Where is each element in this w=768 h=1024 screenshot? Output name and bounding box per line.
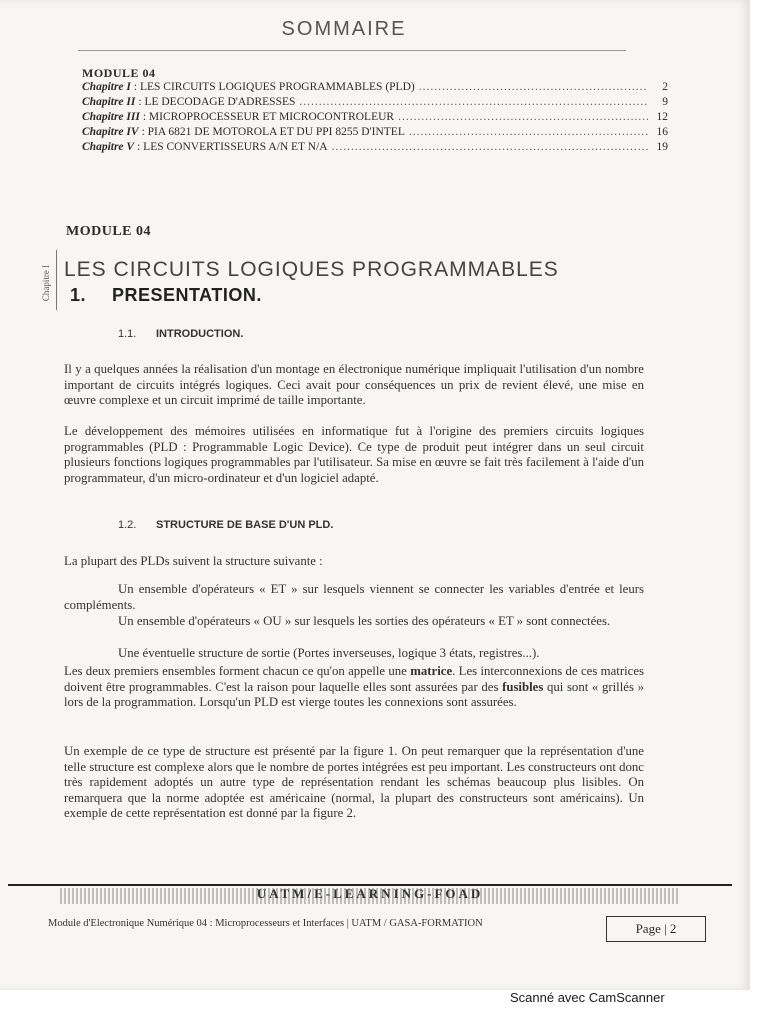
chapter-title: LES CIRCUITS LOGIQUES PROGRAMMABLES <box>64 258 559 281</box>
toc-leader <box>398 111 648 123</box>
footer-course-info: Module d'Electronique Numérique 04 : Microprocesseurs et Interfaces | UATM / GASA-FORMATION <box>48 918 483 929</box>
structure-item-and: Un ensemble d'opérateurs « ET » sur lesquels viennent se connecter les variables d'entrée et leurs compléments. <box>64 582 644 612</box>
toc-item[interactable]: Chapitre IV : PIA 6821 DE MOTOROLA ET DU PPI 8255 D'INTEL ..... 16 <box>82 126 668 141</box>
structure-item-or: Un ensemble d'opérateurs « OU » sur lesquels les sorties des opérateurs « ET » sont connectées. <box>118 614 611 628</box>
toc-divider <box>78 50 626 51</box>
toc-item[interactable]: Chapitre III : MICROPROCESSEUR ET MICROCONTROLEUR ..... 12 <box>82 111 668 126</box>
toc-item[interactable]: Chapitre I : LES CIRCUITS LOGIQUES PROGRAMMABLES (PLD) ..... 2 <box>82 81 668 96</box>
chapter-side-tab: Chapitre I <box>36 250 57 310</box>
paragraph-matrices: Les deux premiers ensembles forment chacun ce qu'on appelle une matrice. Les interconnexions de ces matrices doivent être programmables. C'est la raison pour laquelle elles sont assurées par des fusibles qui sont « grillés » lors de la programmation. Lorsqu'un PLD est vierge toutes les connexions sont assurées. <box>64 664 644 710</box>
module-heading: MODULE 04 <box>66 224 151 239</box>
footer-band-text: UATM/E-LEARNING-FOAD <box>256 886 484 901</box>
paragraph-structure-intro: La plupart des PLDs suivent la structure suivante : <box>64 554 323 568</box>
toc-leader <box>409 126 648 138</box>
structure-item-output: Une éventuelle structure de sortie (Portes inverseuses, logique 3 états, registres...). <box>118 646 540 660</box>
camscanner-watermark: Scanné avec CamScanner <box>510 990 665 1005</box>
toc-leader <box>332 141 648 153</box>
page-number: Page | 2 <box>606 916 706 942</box>
toc-item[interactable]: Chapitre V : LES CONVERTISSEURS A/N ET N/A ..... 19 <box>82 141 668 156</box>
toc-title: SOMMAIRE <box>281 18 407 40</box>
toc-leader <box>419 81 648 93</box>
subsection-heading-introduction: 1.1. INTRODUCTION. <box>118 328 244 340</box>
subsection-heading-structure: 1.2. STRUCTURE DE BASE D'UN PLD. <box>118 519 334 531</box>
toc-module: MODULE 04 <box>82 66 156 80</box>
toc-item[interactable]: Chapitre II : LE DECODAGE D'ADRESSES ..... 9 <box>82 96 668 111</box>
toc-leader <box>299 96 648 108</box>
paragraph-example: Un exemple de ce type de structure est présenté par la figure 1. On peut remarquer que la représentation d'une telle structure est complexe alors que le nombre de portes intégrées est peu important. Les constructeurs ont donc très rapidement adoptés un autre type de représentation rendant les schémas beaucoup plus lisibles. On remarquera que la norme adoptée est américaine (normal, la plupart des constructeurs sont américains). Un exemple de cette représentation est donné par la figure 2. <box>64 744 644 821</box>
paragraph-intro-1: Il y a quelques années la réalisation d'un montage en électronique numérique impliquait l'utilisation d'un nombre important de circuits intégrés logiques. Ceci avait pour conséquences un prix de revient élevé, une mise en œuvre complexe et un circuit imprimé de taille importante. <box>64 362 644 408</box>
paragraph-intro-2: Le développement des mémoires utilisées en informatique fut à l'origine des premiers circuits logiques programmables (PLD : Programmable Logic Device). Ce type de produit peut intégrer dans un seul circuit plusieurs fonctions logiques programmables par l'utilisateur. Sa mise en œuvre se fait très facilement à l'aide d'un programmateur, d'un micro-ordinateur et d'un logiciel adapté. <box>64 424 644 485</box>
section-heading: 1. PRESENTATION. <box>70 285 262 305</box>
